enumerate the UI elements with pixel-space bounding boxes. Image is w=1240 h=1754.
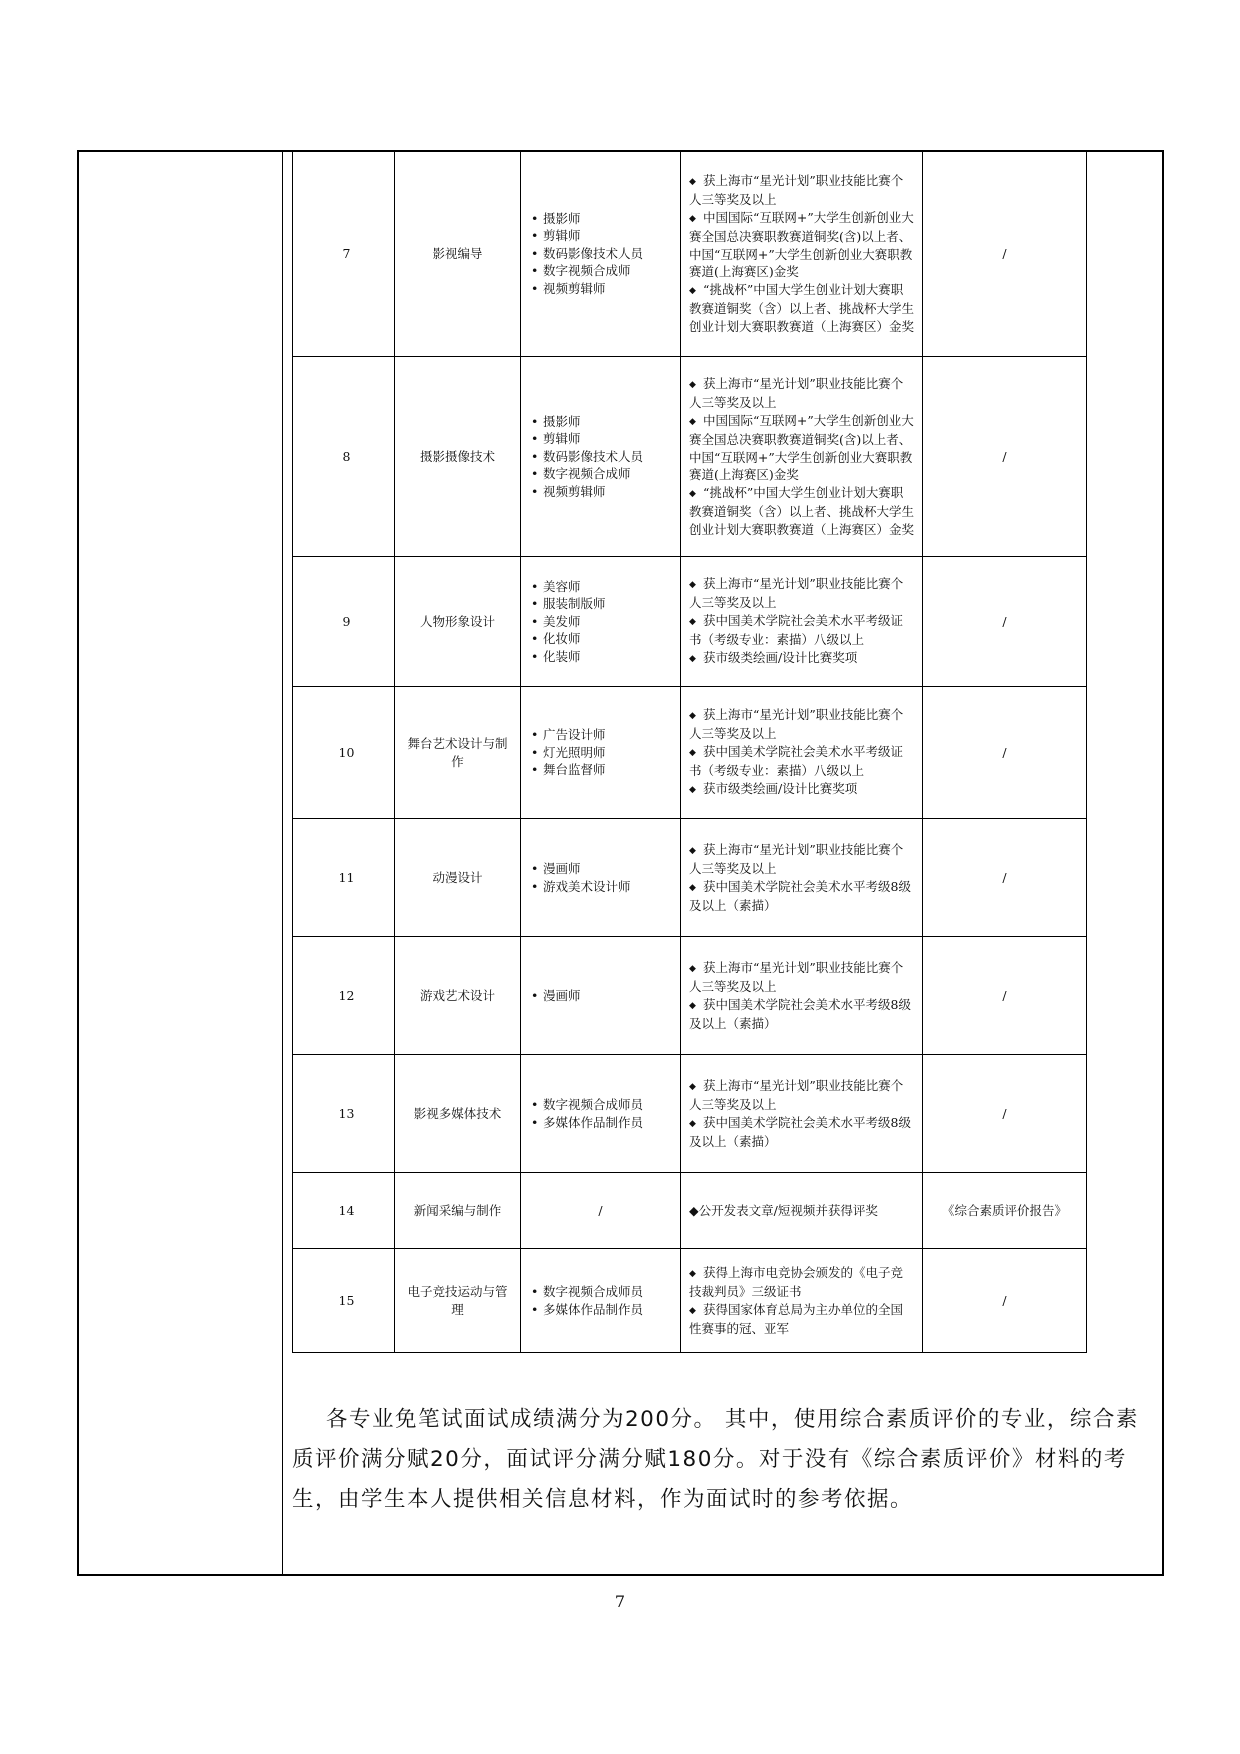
diamond-bullet-icon: ◆: [689, 963, 696, 974]
scoring-note-text: 各专业免笔试面试成绩满分为200分。 其中，使用综合素质评价的专业，综合素质评价满分赋20分，面试评分满分赋180分。对于没有《综合素质评价》材料的考生，由学生本人提供相关信息材料，作为面试时的参考依据。: [292, 1407, 1139, 1512]
award-item: [689, 959, 914, 996]
award-text: “挑战杯”中国大学生创业计划大赛职教赛道铜奖（含）以上者、挑战杯大学生创业计划大赛职教赛道（上海赛区）金奖: [689, 484, 915, 537]
job-item: • 舞台监督师: [529, 761, 672, 779]
award-text: 获中国美术学院社会美术水平考级证书（考级专业：素描）八级以上: [689, 743, 904, 779]
major-name: 动漫设计: [395, 819, 521, 937]
diamond-bullet-icon: ◆: [689, 747, 696, 758]
job-list-cell: [521, 1249, 681, 1353]
award-text: 获中国美术学院社会美术水平考级证书（考级专业：素描）八级以上: [689, 612, 904, 648]
award-text: 中国国际“互联网+”大学生创新创业大赛全国总决赛职教赛道铜奖(含)以上者、中国“互联网+”大学生创新创业大赛职教赛道(上海赛区)金奖: [689, 209, 914, 280]
job-item: • 数字视频合成师: [529, 465, 672, 483]
job-item: • 剪辑师: [529, 227, 672, 245]
award-item: [689, 281, 914, 336]
major-name: 影视多媒体技术: [395, 1055, 521, 1173]
award-text: 获上海市“星光计划”职业技能比赛个人三等奖及以上: [689, 841, 904, 876]
award-text: 获中国美术学院社会美术水平考级8级及以上（素描）: [689, 878, 911, 913]
award-item: [689, 172, 914, 209]
award-item: [689, 780, 914, 800]
major-name: 摄影摄像技术: [395, 357, 521, 557]
award-item: [689, 996, 914, 1033]
job-list-cell: [521, 1055, 681, 1173]
award-list-cell: [681, 151, 923, 357]
job-item: • 摄影师: [529, 210, 672, 228]
job-item: • 漫画师: [529, 860, 672, 878]
job-list-cell: [521, 819, 681, 937]
major-name: 游戏艺术设计: [395, 937, 521, 1055]
award-item: [689, 1264, 914, 1301]
award-list-cell: [681, 1249, 923, 1353]
major-name: 电子竞技运动与管理: [395, 1249, 521, 1353]
row-number: 8: [293, 357, 395, 557]
job-item: • 数码影像技术人员: [529, 245, 672, 263]
material-cell: /: [923, 151, 1087, 357]
job-item: • 化妆师: [529, 630, 672, 648]
job-item: • 多媒体作品制作员: [529, 1114, 672, 1132]
diamond-bullet-icon: ◆: [689, 882, 696, 893]
award-text: 中国国际“互联网+”大学生创新创业大赛全国总决赛职教赛道铜奖(含)以上者、中国“互联网+”大学生创新创业大赛职教赛道(上海赛区)金奖: [689, 412, 914, 483]
award-text: 获得上海市电竞协会颁发的《电子竞技裁判员》三级证书: [689, 1264, 904, 1299]
job-item: • 多媒体作品制作员: [529, 1301, 672, 1319]
job-list-cell: [521, 357, 681, 557]
diamond-bullet-icon: ◆: [689, 710, 696, 721]
row-number: 12: [293, 937, 395, 1055]
diamond-bullet-icon: ◆: [689, 285, 696, 296]
job-item: • 广告设计师: [529, 726, 672, 744]
award-list-cell: [681, 937, 923, 1055]
diamond-bullet-icon: ◆: [689, 1118, 696, 1129]
award-item: [689, 612, 914, 649]
job-item: • 漫画师: [529, 987, 672, 1005]
award-list-cell: [681, 819, 923, 937]
job-item: • 数字视频合成师员: [529, 1283, 672, 1301]
table-row: [293, 557, 1087, 687]
award-text: 获得国家体育总局为主办单位的全国性赛事的冠、亚军: [689, 1301, 904, 1336]
job-list-cell: [521, 687, 681, 819]
table-row: [293, 819, 1087, 937]
job-list-cell: [521, 937, 681, 1055]
diamond-bullet-icon: ◆: [689, 616, 696, 627]
material-cell: /: [923, 357, 1087, 557]
material-cell: /: [923, 1249, 1087, 1353]
row-number: 11: [293, 819, 395, 937]
table-row: [293, 357, 1087, 557]
award-item: [689, 412, 914, 484]
award-item: [689, 375, 914, 412]
major-table: [292, 150, 1087, 1353]
award-text: 获上海市“星光计划”职业技能比赛个人三等奖及以上: [689, 1077, 904, 1112]
row-number: 15: [293, 1249, 395, 1353]
job-item: • 美发师: [529, 613, 672, 631]
award-item: [689, 841, 914, 878]
diamond-bullet-icon: ◆: [689, 1000, 696, 1011]
job-list-cell: [521, 557, 681, 687]
job-item: • 化装师: [529, 648, 672, 666]
table-row: [293, 937, 1087, 1055]
major-name: 影视编导: [395, 151, 521, 357]
row-number: 13: [293, 1055, 395, 1173]
table-row: [293, 1055, 1087, 1173]
award-item: [689, 878, 914, 915]
job-list-cell: /: [521, 1173, 681, 1249]
table-row: [293, 687, 1087, 819]
table-row: [293, 151, 1087, 357]
award-list-cell: ◆公开发表文章/短视频并获得评奖: [681, 1173, 923, 1249]
major-name: 人物形象设计: [395, 557, 521, 687]
job-item: • 剪辑师: [529, 430, 672, 448]
material-cell: 《综合素质评价报告》: [923, 1173, 1087, 1249]
award-item: [689, 743, 914, 780]
award-text: “挑战杯”中国大学生创业计划大赛职教赛道铜奖（含）以上者、挑战杯大学生创业计划大赛职教赛道（上海赛区）金奖: [689, 281, 915, 334]
row-number: 9: [293, 557, 395, 687]
diamond-bullet-icon: ◆: [689, 1268, 696, 1279]
award-item: [689, 209, 914, 281]
row-number: 14: [293, 1173, 395, 1249]
award-item: [689, 1114, 914, 1151]
award-text: 获上海市“星光计划”职业技能比赛个人三等奖及以上: [689, 575, 904, 611]
award-item: [689, 484, 914, 539]
frame-divider: [282, 152, 283, 1574]
award-list-cell: [681, 687, 923, 819]
material-cell: /: [923, 819, 1087, 937]
award-list-cell: [681, 1055, 923, 1173]
award-item: [689, 1301, 914, 1338]
page-number: 7: [614, 1592, 626, 1611]
scoring-note: [292, 1400, 1152, 1520]
award-list-cell: [681, 357, 923, 557]
row-number: 7: [293, 151, 395, 357]
diamond-bullet-icon: ◆: [689, 213, 696, 224]
row-number: 10: [293, 687, 395, 819]
material-cell: /: [923, 687, 1087, 819]
diamond-bullet-icon: ◆: [689, 1305, 696, 1316]
table-row: [293, 1173, 1087, 1249]
diamond-bullet-icon: ◆: [689, 653, 696, 664]
award-item: [689, 706, 914, 743]
diamond-bullet-icon: ◆: [689, 1081, 696, 1092]
major-name: 舞台艺术设计与制作: [395, 687, 521, 819]
award-text: 获市级类绘画/设计比赛奖项: [703, 649, 858, 665]
award-item: [689, 649, 914, 669]
award-text: 获上海市“星光计划”职业技能比赛个人三等奖及以上: [689, 959, 904, 994]
job-item: • 服装制版师: [529, 595, 672, 613]
job-item: • 游戏美术设计师: [529, 878, 672, 896]
award-text: 获中国美术学院社会美术水平考级8级及以上（素描）: [689, 1114, 911, 1149]
award-list-cell: [681, 557, 923, 687]
material-cell: /: [923, 1055, 1087, 1173]
job-item: • 数字视频合成师: [529, 262, 672, 280]
job-item: • 灯光照明师: [529, 744, 672, 762]
table-row: [293, 1249, 1087, 1353]
job-item: • 摄影师: [529, 413, 672, 431]
diamond-bullet-icon: ◆: [689, 488, 696, 499]
job-item: • 数字视频合成师员: [529, 1096, 672, 1114]
award-text: 获上海市“星光计划”职业技能比赛个人三等奖及以上: [689, 172, 904, 208]
diamond-bullet-icon: ◆: [689, 176, 696, 187]
award-item: [689, 575, 914, 612]
award-text: 获上海市“星光计划”职业技能比赛个人三等奖及以上: [689, 375, 904, 411]
diamond-bullet-icon: ◆: [689, 379, 696, 390]
diamond-bullet-icon: ◆: [689, 845, 696, 856]
award-text: 获市级类绘画/设计比赛奖项: [703, 780, 858, 796]
award-text: 获中国美术学院社会美术水平考级8级及以上（素描）: [689, 996, 911, 1031]
job-list-cell: [521, 151, 681, 357]
job-item: • 美容师: [529, 578, 672, 596]
job-item: • 视频剪辑师: [529, 483, 672, 501]
major-name: 新闻采编与制作: [395, 1173, 521, 1249]
award-item: [689, 1077, 914, 1114]
material-cell: /: [923, 937, 1087, 1055]
material-cell: /: [923, 557, 1087, 687]
diamond-bullet-icon: ◆: [689, 416, 696, 427]
award-text: 获上海市“星光计划”职业技能比赛个人三等奖及以上: [689, 706, 904, 742]
job-item: • 数码影像技术人员: [529, 448, 672, 466]
diamond-bullet-icon: ◆: [689, 784, 696, 795]
diamond-bullet-icon: ◆: [689, 579, 696, 590]
job-item: • 视频剪辑师: [529, 280, 672, 298]
